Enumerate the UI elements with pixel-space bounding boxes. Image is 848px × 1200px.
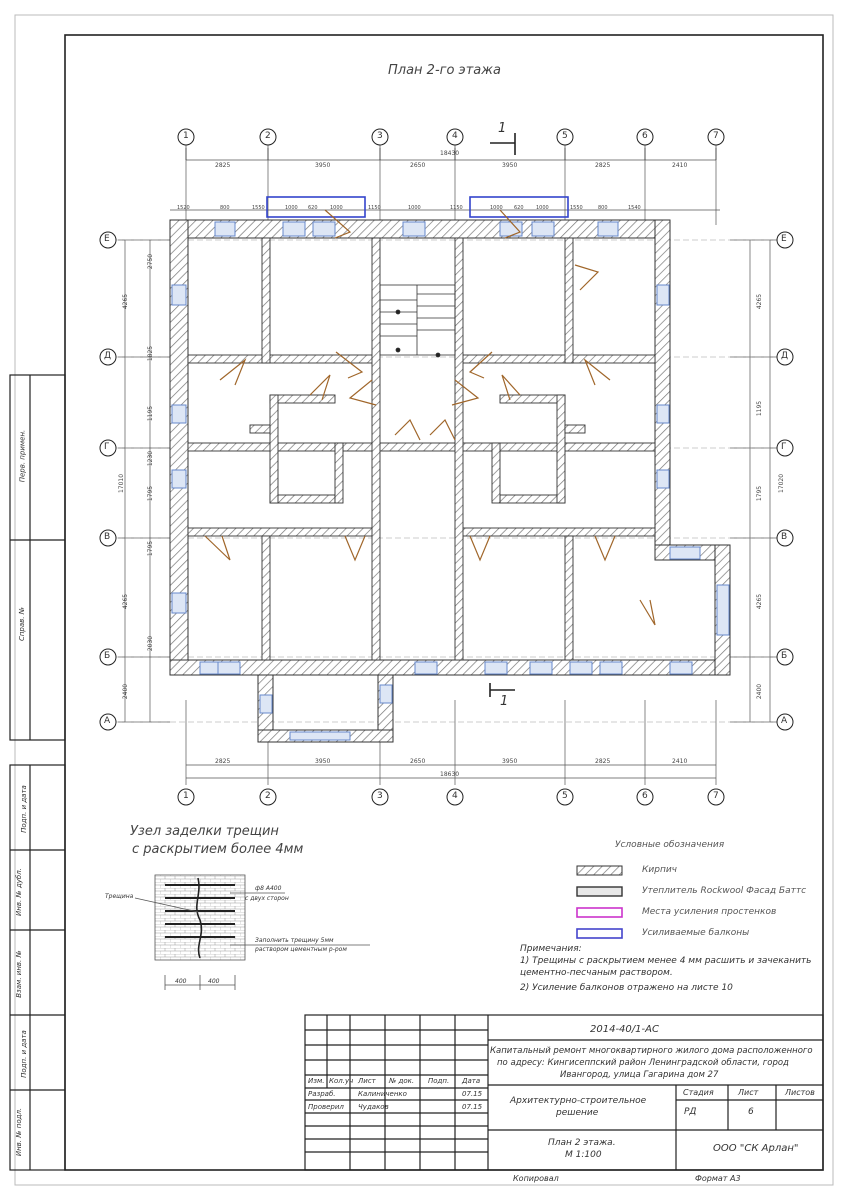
tb-drawing-title-2: М 1:100 bbox=[565, 1150, 602, 1160]
open-9: 1000 bbox=[490, 205, 503, 211]
legend-swatch-insulation bbox=[577, 887, 622, 896]
axis-V: В bbox=[104, 532, 111, 542]
detail-dim-1: 400 bbox=[175, 978, 187, 985]
open-0: 1520 bbox=[177, 205, 190, 211]
tb-role-2: Проверил bbox=[308, 1103, 344, 1111]
stamp-3: Инв. № дубл. bbox=[14, 868, 23, 916]
dim-left-5: 1795 bbox=[147, 485, 155, 502]
plan-title: План 2-го этажа bbox=[388, 63, 501, 78]
tb-h-1: Кол.уч bbox=[329, 1077, 354, 1085]
dim-left-9: 2400 bbox=[122, 683, 130, 700]
dim-top-5: 2410 bbox=[672, 162, 688, 169]
dim-bottom-overall: 18630 bbox=[440, 771, 460, 778]
tb-company: ООО "СК Арлан" bbox=[713, 1143, 799, 1154]
tb-h-5: Дата bbox=[462, 1077, 481, 1085]
dim-bottom-3: 3950 bbox=[502, 758, 518, 765]
axis-3: 3 bbox=[377, 131, 383, 141]
tb-section-1: Архитектурно-строительное bbox=[510, 1096, 647, 1106]
stamp-1: Справ. № bbox=[18, 606, 27, 642]
tb-stage-label: Стадия bbox=[683, 1088, 714, 1097]
tb-drawing-title-1: План 2 этажа. bbox=[548, 1138, 616, 1148]
dim-left-overall: 17010 bbox=[118, 473, 126, 494]
open-1: 800 bbox=[220, 205, 230, 211]
dim-right-3: 4265 bbox=[756, 593, 764, 610]
stamp-6: Инв. № подл. bbox=[15, 1107, 24, 1157]
dim-bottom-4: 2825 bbox=[595, 758, 611, 765]
open-2: 1550 bbox=[252, 205, 265, 211]
detail-label-mortar2: раствором цементным р-ром bbox=[255, 946, 347, 953]
detail-dim-2: 400 bbox=[208, 978, 220, 985]
legend-item-pier: Места усиления простенков bbox=[642, 907, 777, 917]
stamp-2: Подп. и дата bbox=[19, 785, 28, 833]
dim-bottom-2: 2650 bbox=[410, 758, 426, 765]
legend-swatch-brick bbox=[577, 866, 622, 875]
notes-line-2: цементно-песчаным раствором. bbox=[520, 968, 673, 978]
axis-G-right: Г bbox=[781, 442, 787, 452]
dim-top-2: 2650 bbox=[410, 162, 426, 169]
tb-h-2: Лист bbox=[358, 1077, 376, 1085]
tb-role-1: Разраб. bbox=[308, 1090, 336, 1098]
dim-bottom-5: 2410 bbox=[672, 758, 688, 765]
legend-item-brick: Кирпич bbox=[642, 865, 678, 875]
tb-sheets-label: Листов bbox=[785, 1088, 815, 1097]
tb-section-2: решение bbox=[556, 1108, 599, 1118]
axis-D: Д bbox=[104, 351, 112, 361]
tb-project-2: по адресу: Кингисеппский район Ленинградской области, город bbox=[497, 1058, 789, 1068]
open-4: 620 bbox=[308, 205, 318, 211]
legend-swatch-balcony bbox=[577, 929, 622, 938]
dim-right-2: 1795 bbox=[756, 485, 764, 502]
dim-top-4: 2825 bbox=[595, 162, 611, 169]
axis-6-bottom: 6 bbox=[642, 791, 648, 801]
axis-B: Б bbox=[104, 651, 111, 661]
tb-project-3: Ивангород, улица Гагарина дом 27 bbox=[560, 1070, 719, 1080]
open-11: 1000 bbox=[536, 205, 549, 211]
tb-date-2: 07.15 bbox=[462, 1103, 483, 1111]
notes-header: Примечания: bbox=[520, 944, 582, 954]
dim-left-6: 1795 bbox=[147, 540, 155, 557]
axis-2-bottom: 2 bbox=[265, 791, 271, 801]
notes-line-3: 2) Усиление балконов отражено на листе 10 bbox=[520, 983, 733, 993]
axis-7-bottom: 7 bbox=[713, 791, 719, 801]
stamp-0: Перв. примен. bbox=[18, 429, 27, 483]
dim-top-0: 2825 bbox=[215, 162, 231, 169]
dim-left-8: 2030 bbox=[147, 635, 155, 652]
tb-project-1: Капитальный ремонт многоквартирного жилого дома расположенного bbox=[490, 1046, 813, 1056]
dimensions-top bbox=[170, 148, 720, 225]
axis-D-right: Д bbox=[781, 351, 789, 361]
tb-code: 2014-40/1-АС bbox=[590, 1024, 659, 1035]
dim-left-4: 1230 bbox=[147, 450, 155, 467]
dim-bottom-1: 3950 bbox=[315, 758, 331, 765]
notes-line-1: 1) Трещины с раскрытием менее 4 мм расшить и зачеканить bbox=[520, 956, 812, 966]
inner-walls bbox=[188, 238, 655, 660]
tb-date-1: 07.15 bbox=[462, 1090, 483, 1098]
legend-swatches bbox=[577, 866, 622, 938]
dim-left-1: 4265 bbox=[122, 293, 130, 310]
dim-right-4: 2400 bbox=[756, 683, 764, 700]
section-label-top: 1 bbox=[498, 121, 507, 136]
axis-grid bbox=[116, 240, 777, 722]
axis-G: Г bbox=[104, 442, 110, 452]
dimensions-sides bbox=[118, 240, 777, 722]
dim-right-overall: 17020 bbox=[778, 473, 786, 494]
detail-title-2: с раскрытием более 4мм bbox=[132, 842, 304, 857]
detail-label-rebar1: ф8 А400 bbox=[255, 885, 282, 892]
axis-2: 2 bbox=[265, 131, 271, 141]
detail-node bbox=[135, 875, 370, 990]
staircase bbox=[380, 285, 455, 357]
dim-top-3: 3950 bbox=[502, 162, 518, 169]
stamp-4: Взам. инв. № bbox=[14, 950, 23, 998]
tb-copied: Копировал bbox=[513, 1174, 559, 1183]
axis-4: 4 bbox=[452, 131, 458, 141]
axis-E: Е bbox=[104, 234, 110, 244]
tb-stage: РД bbox=[684, 1107, 697, 1117]
open-10: 620 bbox=[514, 205, 524, 211]
open-3: 1000 bbox=[285, 205, 298, 211]
axis-A: А bbox=[104, 716, 111, 726]
axis-3-bottom: 3 bbox=[377, 791, 383, 801]
dim-top-overall: 18430 bbox=[440, 150, 460, 157]
open-13: 800 bbox=[598, 205, 608, 211]
outer-frame bbox=[15, 15, 833, 1185]
open-6: 1150 bbox=[368, 205, 381, 211]
dim-left-2: 1825 bbox=[147, 345, 155, 362]
axis-E-right: Е bbox=[781, 234, 787, 244]
axis-B-right: Б bbox=[781, 651, 788, 661]
side-stamp bbox=[10, 375, 65, 1170]
open-5: 1000 bbox=[330, 205, 343, 211]
tb-h-3: № док. bbox=[389, 1077, 415, 1085]
legend-item-insulation: Утеплитель Rockwool Фасад Баттс bbox=[642, 886, 807, 896]
detail-label-mortar1: Заполнить трещину 5мм bbox=[255, 937, 334, 944]
axis-4-bottom: 4 bbox=[452, 791, 458, 801]
open-7: 1000 bbox=[408, 205, 421, 211]
dim-right-0: 4265 bbox=[756, 293, 764, 310]
tb-name-2: Чудаков bbox=[358, 1103, 389, 1111]
open-8: 1150 bbox=[450, 205, 463, 211]
outer-walls bbox=[170, 220, 730, 742]
dim-top-1: 3950 bbox=[315, 162, 331, 169]
dim-right-1: 1195 bbox=[756, 400, 764, 417]
legend-title: Условные обозначения bbox=[615, 840, 725, 850]
detail-title-1: Узел заделки трещин bbox=[130, 824, 279, 839]
dim-left-7: 4265 bbox=[122, 593, 130, 610]
open-14: 1540 bbox=[628, 205, 641, 211]
dim-left-0: 2750 bbox=[147, 253, 155, 270]
tb-name-1: Калиниченко bbox=[358, 1090, 407, 1098]
tb-h-4: Подп. bbox=[428, 1077, 450, 1085]
detail-label-crack: Трещина bbox=[105, 893, 134, 900]
axis-5-bottom: 5 bbox=[562, 791, 568, 801]
axis-7: 7 bbox=[713, 131, 719, 141]
axis-6: 6 bbox=[642, 131, 648, 141]
tb-sheet-label: Лист bbox=[738, 1088, 759, 1097]
axis-1-bottom: 1 bbox=[183, 791, 189, 801]
legend-item-balcony: Усиливаемые балконы bbox=[642, 928, 750, 938]
detail-label-rebar2: с двух сторон bbox=[245, 895, 289, 902]
dim-bottom-0: 2825 bbox=[215, 758, 231, 765]
dim-left-3: 1195 bbox=[147, 405, 155, 422]
tb-format: Формат А3 bbox=[695, 1174, 741, 1183]
axis-1: 1 bbox=[183, 131, 189, 141]
axis-V-right: В bbox=[781, 532, 788, 542]
axis-A-right: А bbox=[781, 716, 788, 726]
tb-h-0: Изм. bbox=[308, 1077, 325, 1085]
legend-swatch-pier bbox=[577, 908, 622, 917]
open-12: 1550 bbox=[570, 205, 583, 211]
tb-sheet: 6 bbox=[748, 1107, 754, 1117]
axis-5: 5 bbox=[562, 131, 568, 141]
section-label-bottom: 1 bbox=[500, 694, 509, 709]
stamp-5: Подп. и дата bbox=[19, 1030, 28, 1078]
